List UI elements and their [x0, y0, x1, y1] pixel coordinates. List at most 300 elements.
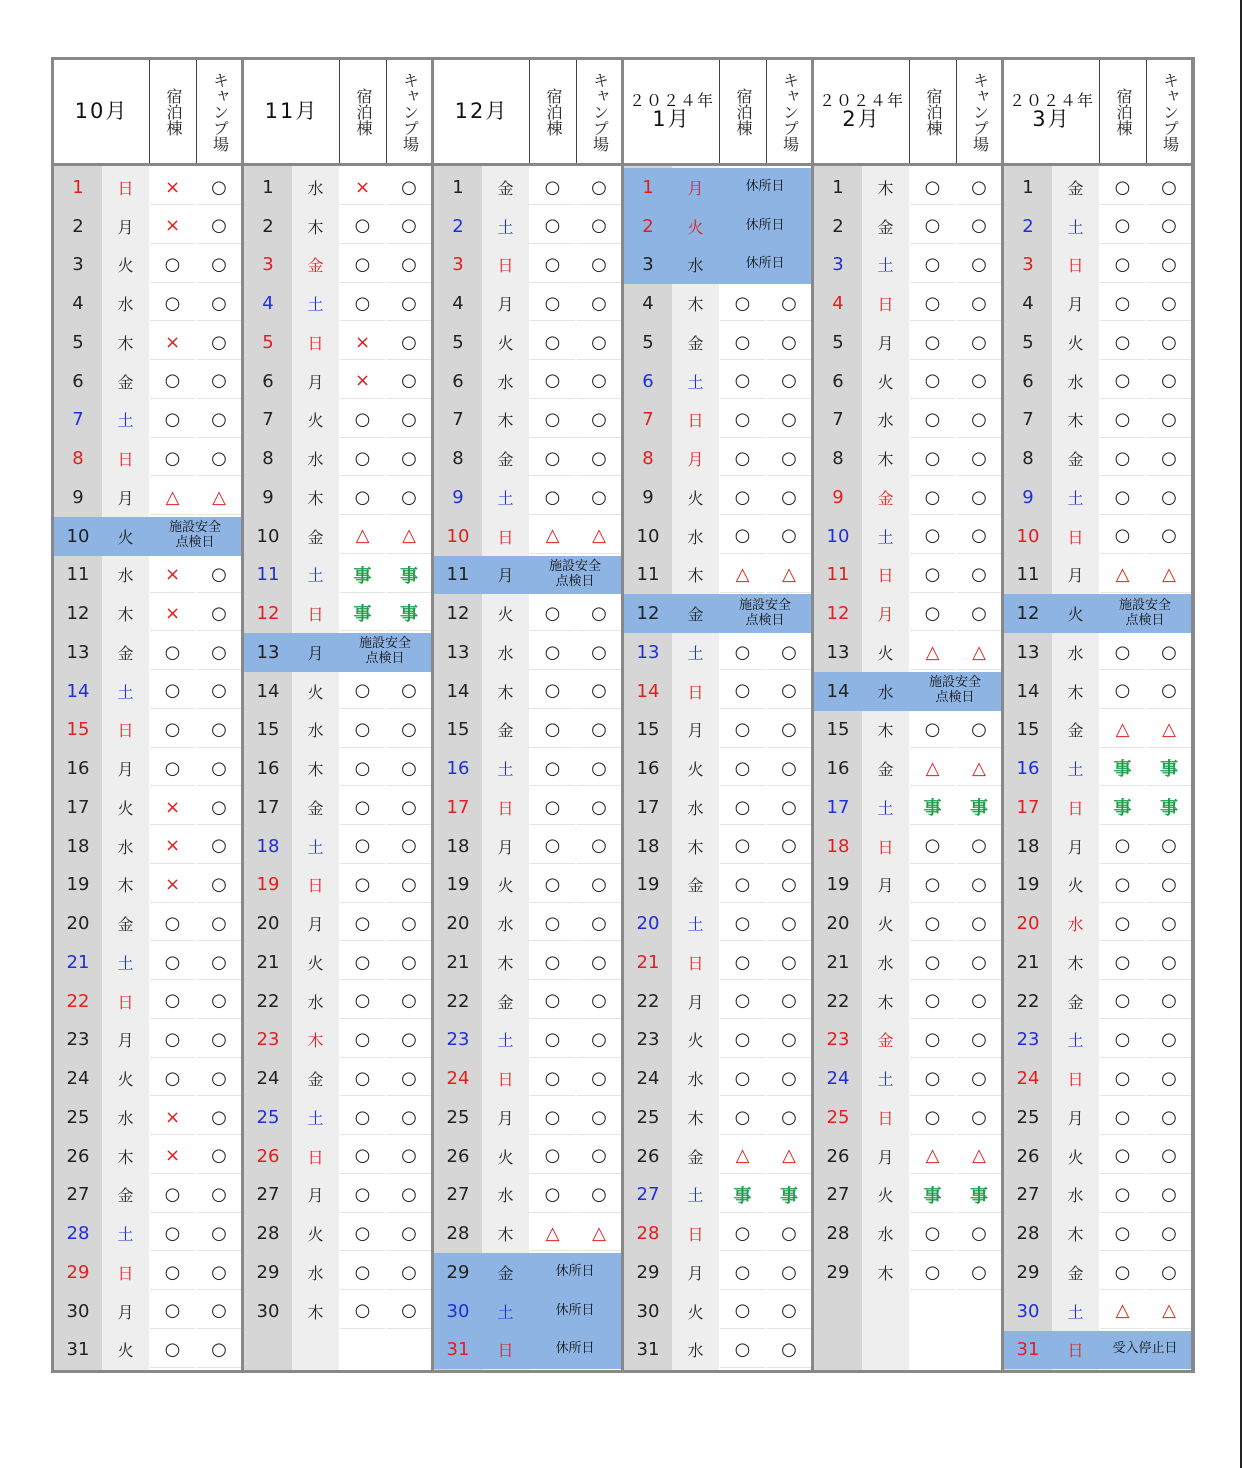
- camp-status: ○: [1147, 403, 1191, 438]
- day-number: 14: [814, 672, 862, 711]
- camp-status: ○: [577, 635, 621, 670]
- weekday: 火: [307, 1225, 324, 1245]
- weekday: 木: [877, 1263, 894, 1283]
- day-number: 21: [826, 951, 850, 973]
- weekday: 土: [1067, 760, 1084, 780]
- camp-status: ○: [197, 790, 241, 825]
- weekday: 月: [687, 992, 704, 1012]
- camp-status: ○: [577, 945, 621, 980]
- lodge-status: ○: [1100, 403, 1145, 438]
- weekday: 水: [1067, 915, 1084, 935]
- camp-status: ○: [197, 248, 241, 283]
- weekday: 土: [1067, 1302, 1084, 1322]
- lodge-status: △: [530, 519, 575, 554]
- day-row: [814, 207, 1001, 246]
- day-row: [624, 1253, 811, 1292]
- day-number: 21: [66, 951, 90, 973]
- weekday: 水: [877, 953, 894, 973]
- day-row: [244, 168, 431, 207]
- day-number: 16: [1016, 758, 1040, 780]
- lodge-status: ○: [1100, 1100, 1145, 1135]
- camp-column-header: [576, 60, 622, 163]
- day-number: 8: [262, 448, 274, 470]
- day-row: [814, 672, 1001, 711]
- month-title: [244, 60, 339, 163]
- lodge-status: ○: [340, 1100, 385, 1135]
- month-column: [54, 60, 241, 1370]
- day-row: [434, 284, 621, 323]
- day-row: [624, 827, 811, 866]
- weekday: 木: [877, 450, 894, 470]
- day-number: 21: [446, 951, 470, 973]
- weekday: 土: [482, 1292, 529, 1331]
- lodge-status: ○: [910, 209, 955, 244]
- weekday: 水: [687, 798, 704, 818]
- day-row: [1004, 556, 1191, 595]
- lodge-status: ○: [720, 1100, 765, 1135]
- camp-status: 事: [1147, 751, 1191, 786]
- day-number: 24: [826, 1068, 850, 1090]
- day-row: [1004, 1021, 1191, 1060]
- day-number: 19: [66, 874, 90, 896]
- weekday: 金: [877, 488, 894, 508]
- weekday: 土: [307, 837, 324, 857]
- day-number: 14: [446, 680, 470, 702]
- day-number: 27: [1016, 1184, 1040, 1206]
- day-number: 18: [826, 835, 850, 857]
- day-number: 20: [826, 913, 850, 935]
- lodge-status: ○: [720, 1294, 765, 1329]
- lodge-status: ○: [340, 403, 385, 438]
- day-number: 28: [826, 1223, 850, 1245]
- month-name: 2月: [842, 107, 881, 131]
- day-row: [814, 1098, 1001, 1137]
- day-number: 8: [642, 448, 654, 470]
- weekday: 金: [1067, 450, 1084, 470]
- day-number: 15: [636, 719, 660, 741]
- camp-status: ○: [957, 829, 1001, 864]
- day-row: [54, 672, 241, 711]
- weekday: 火: [877, 1186, 894, 1206]
- camp-status: △: [957, 751, 1001, 786]
- weekday: 土: [877, 1070, 894, 1090]
- day-number: 20: [66, 913, 90, 935]
- day-row: [434, 323, 621, 362]
- camp-status: ○: [577, 1100, 621, 1135]
- day-number: 22: [66, 990, 90, 1012]
- weekday: 月: [687, 721, 704, 741]
- camp-status: ○: [1147, 441, 1191, 476]
- month-name: 12月: [454, 99, 509, 123]
- camp-status: △: [197, 480, 241, 515]
- camp-status: ○: [577, 403, 621, 438]
- camp-status: △: [1147, 713, 1191, 748]
- day-number: 3: [832, 254, 844, 276]
- day-row: [1004, 1331, 1191, 1370]
- day-row: [624, 711, 811, 750]
- camp-status: ○: [957, 945, 1001, 980]
- weekday: 金: [307, 256, 324, 276]
- lodge-status: ○: [340, 906, 385, 941]
- day-row: [434, 594, 621, 633]
- weekday: 水: [1067, 1186, 1084, 1206]
- day-number: 8: [72, 448, 84, 470]
- day-row: [434, 1214, 621, 1253]
- camp-status: ○: [387, 403, 431, 438]
- weekday: 木: [877, 178, 894, 198]
- lodge-status: ○: [530, 596, 575, 631]
- camp-status: ○: [197, 170, 241, 205]
- lodge-status: ○: [910, 1061, 955, 1096]
- day-number: 25: [256, 1106, 280, 1128]
- camp-status: ○: [577, 209, 621, 244]
- weekday: 月: [117, 1302, 134, 1322]
- lodge-status: ○: [910, 906, 955, 941]
- day-number: 1: [452, 176, 464, 198]
- weekday: 木: [117, 1147, 134, 1167]
- day-row: [434, 556, 621, 595]
- day-number: 30: [1016, 1300, 1040, 1322]
- weekday: 金: [1067, 1263, 1084, 1283]
- weekday: 木: [1067, 953, 1084, 973]
- weekday: 金: [672, 594, 719, 633]
- day-row: [244, 594, 431, 633]
- weekday: 金: [497, 178, 514, 198]
- lodge-status: ○: [150, 1061, 195, 1096]
- camp-status: ○: [1147, 1023, 1191, 1058]
- day-number: 3: [452, 254, 464, 276]
- day-number: 8: [832, 448, 844, 470]
- day-row: [244, 672, 431, 711]
- camp-status: ○: [197, 1255, 241, 1290]
- day-row: [814, 1137, 1001, 1176]
- weekday: 火: [877, 915, 894, 935]
- day-row: [244, 1098, 431, 1137]
- day-row: [624, 788, 811, 827]
- camp-status: ○: [957, 480, 1001, 515]
- day-row: [244, 1137, 431, 1176]
- day-row: [624, 672, 811, 711]
- lodge-label: 宿泊棟: [164, 87, 183, 136]
- weekday: 火: [672, 207, 719, 246]
- weekday: 火: [877, 643, 894, 663]
- day-row: [434, 749, 621, 788]
- lodge-status: ○: [530, 635, 575, 670]
- day-row: [624, 284, 811, 323]
- camp-status: ○: [387, 286, 431, 321]
- availability-calendar: [51, 57, 1195, 1373]
- day-number: 27: [446, 1184, 470, 1206]
- day-number: 5: [452, 331, 464, 353]
- lodge-status: ○: [1100, 248, 1145, 283]
- weekday: 金: [307, 798, 324, 818]
- lodge-status: ○: [910, 519, 955, 554]
- day-number: 13: [244, 633, 292, 672]
- day-row: [1004, 168, 1191, 207]
- lodge-label: 宿泊棟: [354, 87, 373, 136]
- lodge-status: ○: [910, 286, 955, 321]
- day-row: [244, 401, 431, 440]
- weekday: 水: [117, 837, 134, 857]
- lodge-status: ○: [720, 1255, 765, 1290]
- day-row: [1004, 943, 1191, 982]
- day-number: 5: [642, 331, 654, 353]
- lodge-status: ○: [1100, 868, 1145, 903]
- day-row: [624, 323, 811, 362]
- day-number: 27: [66, 1184, 90, 1206]
- day-row: [1004, 1176, 1191, 1215]
- day-row: [1004, 672, 1191, 711]
- day-number: 12: [624, 594, 672, 633]
- lodge-status: ○: [530, 945, 575, 980]
- lodge-status: ○: [340, 480, 385, 515]
- day-row: [814, 866, 1001, 905]
- camp-column-header: [1146, 60, 1192, 163]
- month-title: [624, 60, 719, 163]
- day-row: [1004, 517, 1191, 556]
- camp-status: △: [957, 1139, 1001, 1174]
- weekday: 土: [117, 411, 134, 431]
- lodge-status: △: [150, 480, 195, 515]
- lodge-status: ○: [340, 868, 385, 903]
- day-row: [1004, 1137, 1191, 1176]
- camp-status: ○: [957, 248, 1001, 283]
- lodge-status: ○: [150, 441, 195, 476]
- camp-status: ○: [1147, 635, 1191, 670]
- lodge-status: ○: [1100, 945, 1145, 980]
- camp-status: ○: [387, 1023, 431, 1058]
- lodge-label: 宿泊棟: [924, 87, 943, 136]
- lodge-status: ○: [1100, 364, 1145, 399]
- weekday: 日: [497, 798, 514, 818]
- day-row: [54, 556, 241, 595]
- day-row: [624, 168, 811, 207]
- day-number: 17: [66, 796, 90, 818]
- lodge-status: ○: [910, 1100, 955, 1135]
- lodge-status: 事: [1100, 751, 1145, 786]
- lodge-status: ○: [340, 1023, 385, 1058]
- day-row: [434, 827, 621, 866]
- lodge-status: △: [910, 751, 955, 786]
- weekday: 火: [497, 1147, 514, 1167]
- day-row: [624, 556, 811, 595]
- weekday: 土: [877, 256, 894, 276]
- lodge-label: 宿泊棟: [1114, 87, 1133, 136]
- weekday: 水: [1067, 372, 1084, 392]
- day-row: [54, 284, 241, 323]
- lodge-status: 事: [340, 558, 385, 593]
- lodge-status: 事: [720, 1178, 765, 1213]
- lodge-column-header: [339, 60, 386, 163]
- day-row: [1004, 1292, 1191, 1331]
- lodge-status: ○: [1100, 1061, 1145, 1096]
- lodge-status: ×: [340, 364, 385, 399]
- day-number: 29: [1016, 1261, 1040, 1283]
- camp-column-header: [196, 60, 242, 163]
- month-header: [434, 60, 621, 166]
- day-number: 26: [256, 1145, 280, 1167]
- camp-status: ○: [197, 829, 241, 864]
- lodge-status: △: [1100, 558, 1145, 593]
- day-number: 24: [446, 1068, 470, 1090]
- day-number: 14: [256, 680, 280, 702]
- lodge-status: ○: [340, 984, 385, 1019]
- month-year: ２０２４年: [1008, 91, 1094, 110]
- day-row: [624, 207, 811, 246]
- lodge-status: ○: [720, 325, 765, 360]
- day-number: 20: [256, 913, 280, 935]
- camp-status: ○: [387, 751, 431, 786]
- day-number: 4: [642, 293, 654, 315]
- day-row: [54, 982, 241, 1021]
- day-row: [244, 982, 431, 1021]
- camp-status: ○: [197, 286, 241, 321]
- weekday: 水: [877, 1225, 894, 1245]
- camp-status: ○: [577, 984, 621, 1019]
- day-number: 16: [826, 758, 850, 780]
- day-row: [54, 1253, 241, 1292]
- camp-status: ○: [197, 1023, 241, 1058]
- weekday: 水: [497, 643, 514, 663]
- day-row: [1004, 1059, 1191, 1098]
- weekday: 木: [117, 605, 134, 625]
- camp-status: ○: [957, 713, 1001, 748]
- lodge-status: ○: [530, 906, 575, 941]
- day-number: 5: [1022, 331, 1034, 353]
- day-row: [434, 672, 621, 711]
- day-number: 18: [66, 835, 90, 857]
- day-number: 9: [1022, 486, 1034, 508]
- weekday: 火: [117, 1070, 134, 1090]
- lodge-status: 事: [340, 596, 385, 631]
- weekday: 月: [117, 1031, 134, 1051]
- day-row: [54, 1176, 241, 1215]
- lodge-status: ○: [150, 635, 195, 670]
- day-row: [624, 478, 811, 517]
- day-number: 7: [642, 409, 654, 431]
- day-number: 11: [636, 564, 660, 586]
- camp-status: ○: [577, 829, 621, 864]
- month-column: [244, 60, 431, 1370]
- lodge-status: ○: [530, 829, 575, 864]
- weekday: 水: [497, 915, 514, 935]
- day-row: [1004, 711, 1191, 750]
- weekday: 水: [687, 1341, 704, 1361]
- lodge-status: ×: [340, 325, 385, 360]
- day-row: [54, 1214, 241, 1253]
- weekday: 木: [687, 566, 704, 586]
- camp-status: ○: [577, 674, 621, 709]
- weekday: 月: [877, 605, 894, 625]
- camp-status: ○: [767, 1023, 811, 1058]
- camp-status: ○: [197, 1333, 241, 1368]
- lodge-status: ○: [340, 1216, 385, 1251]
- day-row: [624, 749, 811, 788]
- weekday: 火: [687, 1031, 704, 1051]
- camp-status: ○: [577, 751, 621, 786]
- month-header: [54, 60, 241, 166]
- lodge-status: ○: [720, 790, 765, 825]
- weekday: 土: [1067, 488, 1084, 508]
- camp-status: ○: [767, 1061, 811, 1096]
- weekday: 金: [482, 1253, 529, 1292]
- day-number: 18: [256, 835, 280, 857]
- weekday: 日: [877, 837, 894, 857]
- lodge-status: ○: [530, 403, 575, 438]
- camp-status: ○: [767, 519, 811, 554]
- camp-status: ○: [1147, 1139, 1191, 1174]
- day-row: [814, 827, 1001, 866]
- lodge-status: ○: [530, 984, 575, 1019]
- camp-status: △: [1147, 1294, 1191, 1329]
- weekday: 水: [117, 1108, 134, 1128]
- weekday: 土: [687, 1186, 704, 1206]
- weekday: 日: [307, 876, 324, 896]
- camp-status: ○: [387, 713, 431, 748]
- weekday: 月: [877, 333, 894, 353]
- camp-status: △: [767, 558, 811, 593]
- day-row: [1004, 788, 1191, 827]
- day-row: [434, 1098, 621, 1137]
- day-number: 13: [826, 641, 850, 663]
- month-title: [54, 60, 149, 163]
- day-number: 29: [826, 1261, 850, 1283]
- lodge-status: ○: [1100, 984, 1145, 1019]
- lodge-status: ○: [910, 441, 955, 476]
- day-row: [1004, 246, 1191, 285]
- day-row: [814, 439, 1001, 478]
- day-row: [434, 401, 621, 440]
- day-row: [1004, 827, 1191, 866]
- month-column: [434, 60, 621, 1370]
- lodge-status: ○: [340, 1255, 385, 1290]
- closed-day-label: 受入停止日: [1112, 1341, 1178, 1357]
- empty-cell: [909, 1292, 1001, 1331]
- day-number: 23: [636, 1029, 660, 1051]
- day-number: 28: [1016, 1223, 1040, 1245]
- weekday: 日: [877, 295, 894, 315]
- camp-label: キャンプ場: [210, 71, 230, 152]
- camp-status: ○: [957, 1023, 1001, 1058]
- day-row: [434, 1176, 621, 1215]
- weekday: 日: [877, 1108, 894, 1128]
- month-name: 3月: [1032, 107, 1071, 131]
- day-number: 19: [446, 874, 470, 896]
- weekday: 日: [117, 721, 134, 741]
- lodge-status: ○: [150, 1255, 195, 1290]
- day-number: 19: [256, 874, 280, 896]
- day-number: 14: [636, 680, 660, 702]
- weekday: 日: [1067, 798, 1084, 818]
- camp-status: ○: [1147, 1100, 1191, 1135]
- empty-cell: [909, 1331, 1001, 1370]
- day-row: [1004, 478, 1191, 517]
- camp-status: ○: [767, 1333, 811, 1368]
- inspection-day-label: 施設安全 点検日: [1118, 597, 1171, 628]
- camp-status: ○: [1147, 480, 1191, 515]
- day-number: 7: [832, 409, 844, 431]
- weekday: 金: [687, 333, 704, 353]
- weekday: 水: [497, 372, 514, 392]
- day-number: 12: [1004, 594, 1052, 633]
- weekday: 火: [307, 682, 324, 702]
- camp-status: ○: [577, 325, 621, 360]
- camp-status: ○: [577, 248, 621, 283]
- weekday: 木: [877, 992, 894, 1012]
- weekday: 木: [307, 488, 324, 508]
- lodge-status: ○: [530, 1061, 575, 1096]
- lodge-status: ○: [150, 751, 195, 786]
